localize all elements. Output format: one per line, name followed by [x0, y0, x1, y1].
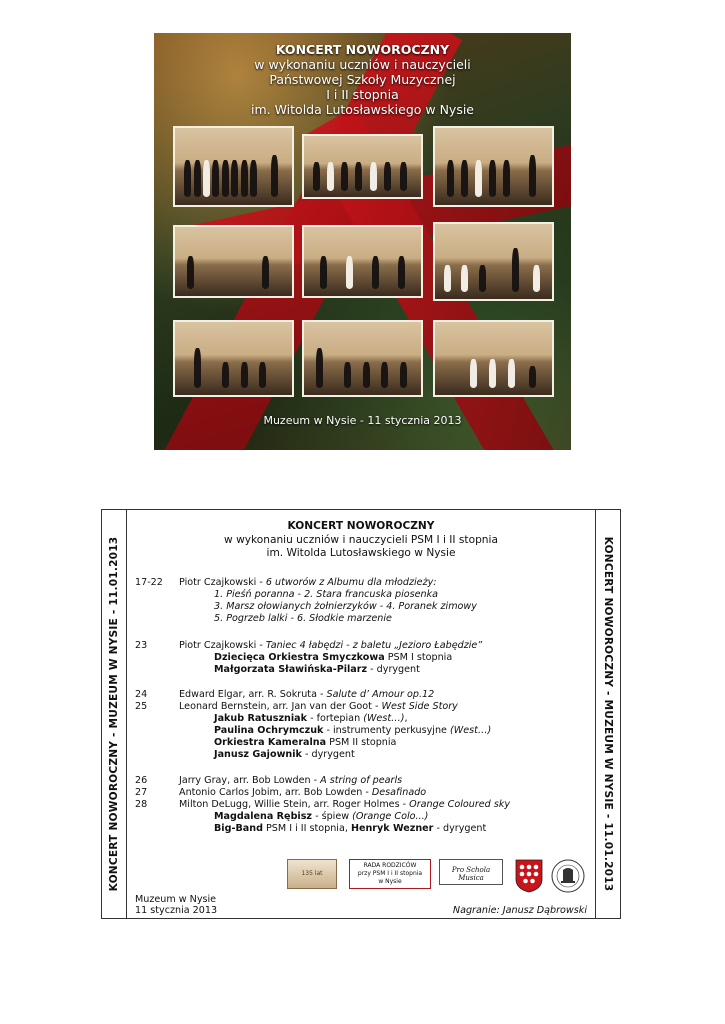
performer-line: [214, 713, 408, 725]
track-number: 25: [135, 701, 148, 712]
concert-photo-ensemble: [302, 134, 423, 199]
performer-role: - instrumenty perkusyjne: [323, 725, 450, 736]
concert-photo-chamber-orchestra: [302, 320, 423, 397]
insert-title: KONCERT NOWOROCZNY: [287, 520, 435, 532]
track-work: Salute d’ Amour op.12: [326, 689, 435, 700]
track-composer: Piotr Czajkowski -: [179, 640, 266, 651]
performer-line: [214, 811, 428, 823]
performer-role: - fortepian: [307, 713, 364, 724]
anniversary-label: 135 lat: [301, 870, 323, 877]
concert-photo-choir: [173, 126, 294, 207]
track-composer: Leonard Bernstein, arr. Jan van der Goot -: [179, 701, 382, 712]
performer-role: PSM I i II stopnia,: [262, 823, 351, 834]
concert-photo-stands: [302, 225, 423, 298]
performer-line: [214, 664, 420, 676]
performer-role: PSM I stopnia: [384, 652, 453, 663]
performer-note: (Orange Colo...): [352, 811, 429, 822]
performer-name: Paulina Ochrymczuk: [214, 725, 324, 736]
footer-place-date: [135, 894, 217, 916]
performer-line: [214, 725, 491, 737]
track-work: Desafinado: [371, 787, 427, 798]
track-work: 6 utworów z Albumu dla młodzieży:: [265, 577, 437, 588]
concert-photo-violinists: [433, 320, 554, 397]
punctuation: ,: [404, 713, 408, 724]
logo-text: Pro Schola Musica: [451, 866, 491, 882]
track-part: 5. Pogrzeb lalki - 6. Słodkie marzenie: [214, 613, 392, 624]
track-composer: Jarry Gray, arr. Bob Lowden -: [179, 775, 321, 786]
track-composer: Antonio Carlos Jobim, arr. Bob Lowden -: [179, 787, 372, 798]
track-number: 27: [135, 787, 148, 798]
track-number: 23: [135, 640, 148, 651]
performer-name: Big-Band: [214, 823, 263, 834]
cd-front-cover: [154, 33, 571, 450]
anniversary-logo: [287, 859, 337, 889]
cover-subtitle: I i II stopnia: [326, 87, 399, 102]
cover-title: KONCERT NOWOROCZNY: [275, 42, 450, 57]
concert-photo-singers: [433, 126, 554, 207]
right-spine: [595, 510, 620, 918]
performer-role: - dyrygent: [367, 664, 420, 675]
nysa-coat-of-arms-icon: [515, 859, 543, 893]
cd-back-insert: [101, 509, 621, 919]
performer-name: Janusz Gajownik: [214, 749, 302, 760]
performer-note: (West…): [363, 713, 405, 724]
footer-place: Muzeum w Nysie: [135, 894, 217, 905]
performer-name: Henryk Wezner: [350, 823, 434, 834]
track-composer: Piotr Czajkowski -: [179, 577, 266, 588]
performer-name: Małgorzata Sławińska-Pilarz: [214, 664, 368, 675]
performer-note: (West…): [450, 725, 492, 736]
track-part: 1. Pieśń poranna - 2. Stara francuska piosenka: [214, 589, 439, 600]
logo-text: RADA RODZICÓW: [363, 862, 417, 869]
insert-subtitle: w wykonaniu uczniów i nauczycieli PSM I i II stopnia: [224, 533, 498, 546]
track-number: 17-22: [135, 577, 163, 588]
track-number: 24: [135, 689, 148, 700]
parents-council-logo: [349, 859, 431, 889]
concert-photo-percussion: [173, 225, 294, 298]
track-work: Taniec 4 łabędzi - z baletu „Jezioro Łabędzie”: [265, 640, 483, 651]
track-composer: Edward Elgar, arr. R. Sokruta -: [179, 689, 327, 700]
performer-line: [214, 737, 396, 749]
cover-title-block: [154, 42, 571, 117]
cover-subtitle: im. Witolda Lutosławskiego w Nysie: [251, 102, 474, 117]
track-part: 3. Marsz ołowianych żołnierzyków - 4. Poranek zimowy: [214, 601, 477, 612]
concert-photo-conductor: [173, 320, 294, 397]
pro-schola-musica-logo: [439, 859, 503, 885]
school-emblem-icon: [551, 859, 585, 893]
footer-date: 11 stycznia 2013: [135, 905, 218, 916]
performer-name: Dziecięca Orkiestra Smyczkowa: [214, 652, 385, 663]
track-list-panel: [127, 510, 595, 918]
left-spine: [102, 510, 127, 918]
performer-role: PSM II stopnia: [326, 737, 397, 748]
recording-credit: Nagranie: Janusz Dąbrowski: [452, 905, 587, 916]
concert-photo-strings: [433, 222, 554, 301]
spine-text: KONCERT NOWOROCZNY - MUZEUM W NYSIE - 11.01.2013: [108, 536, 120, 892]
spine-text: KONCERT NOWOROCZNY - MUZEUM W NYSIE - 11.01.2013: [602, 536, 614, 892]
track-work: West Side Story: [381, 701, 458, 712]
performer-line: [214, 749, 355, 761]
logo-text: przy PSM I i II stopnia: [357, 870, 423, 877]
track-number: 26: [135, 775, 148, 786]
performer-name: Jakub Ratuszniak: [214, 713, 308, 724]
track-work: Orange Coloured sky: [409, 799, 511, 810]
cover-date: Muzeum w Nysie - 11 stycznia 2013: [263, 414, 462, 427]
track-composer: Milton DeLugg, Willie Stein, arr. Roger Holmes -: [179, 799, 410, 810]
track-number: 28: [135, 799, 148, 810]
performer-role: - śpiew: [312, 811, 353, 822]
performer-role: - dyrygent: [301, 749, 355, 760]
cover-subtitle: Państwowej Szkoły Muzycznej: [269, 72, 456, 87]
performer-line: [214, 652, 452, 664]
track-work: A string of pearls: [320, 775, 403, 786]
cover-subtitle: w wykonaniu uczniów i nauczycieli: [254, 57, 471, 72]
performer-name: Orkiestra Kameralna: [214, 737, 327, 748]
insert-subtitle: im. Witolda Lutosławskiego w Nysie: [266, 547, 456, 559]
performer-role: - dyrygent: [433, 823, 487, 834]
performer-line: [214, 823, 486, 835]
performer-name: Magdalena Rębisz: [214, 811, 313, 822]
insert-heading: [127, 520, 595, 561]
logo-text: w Nysie: [378, 878, 402, 885]
